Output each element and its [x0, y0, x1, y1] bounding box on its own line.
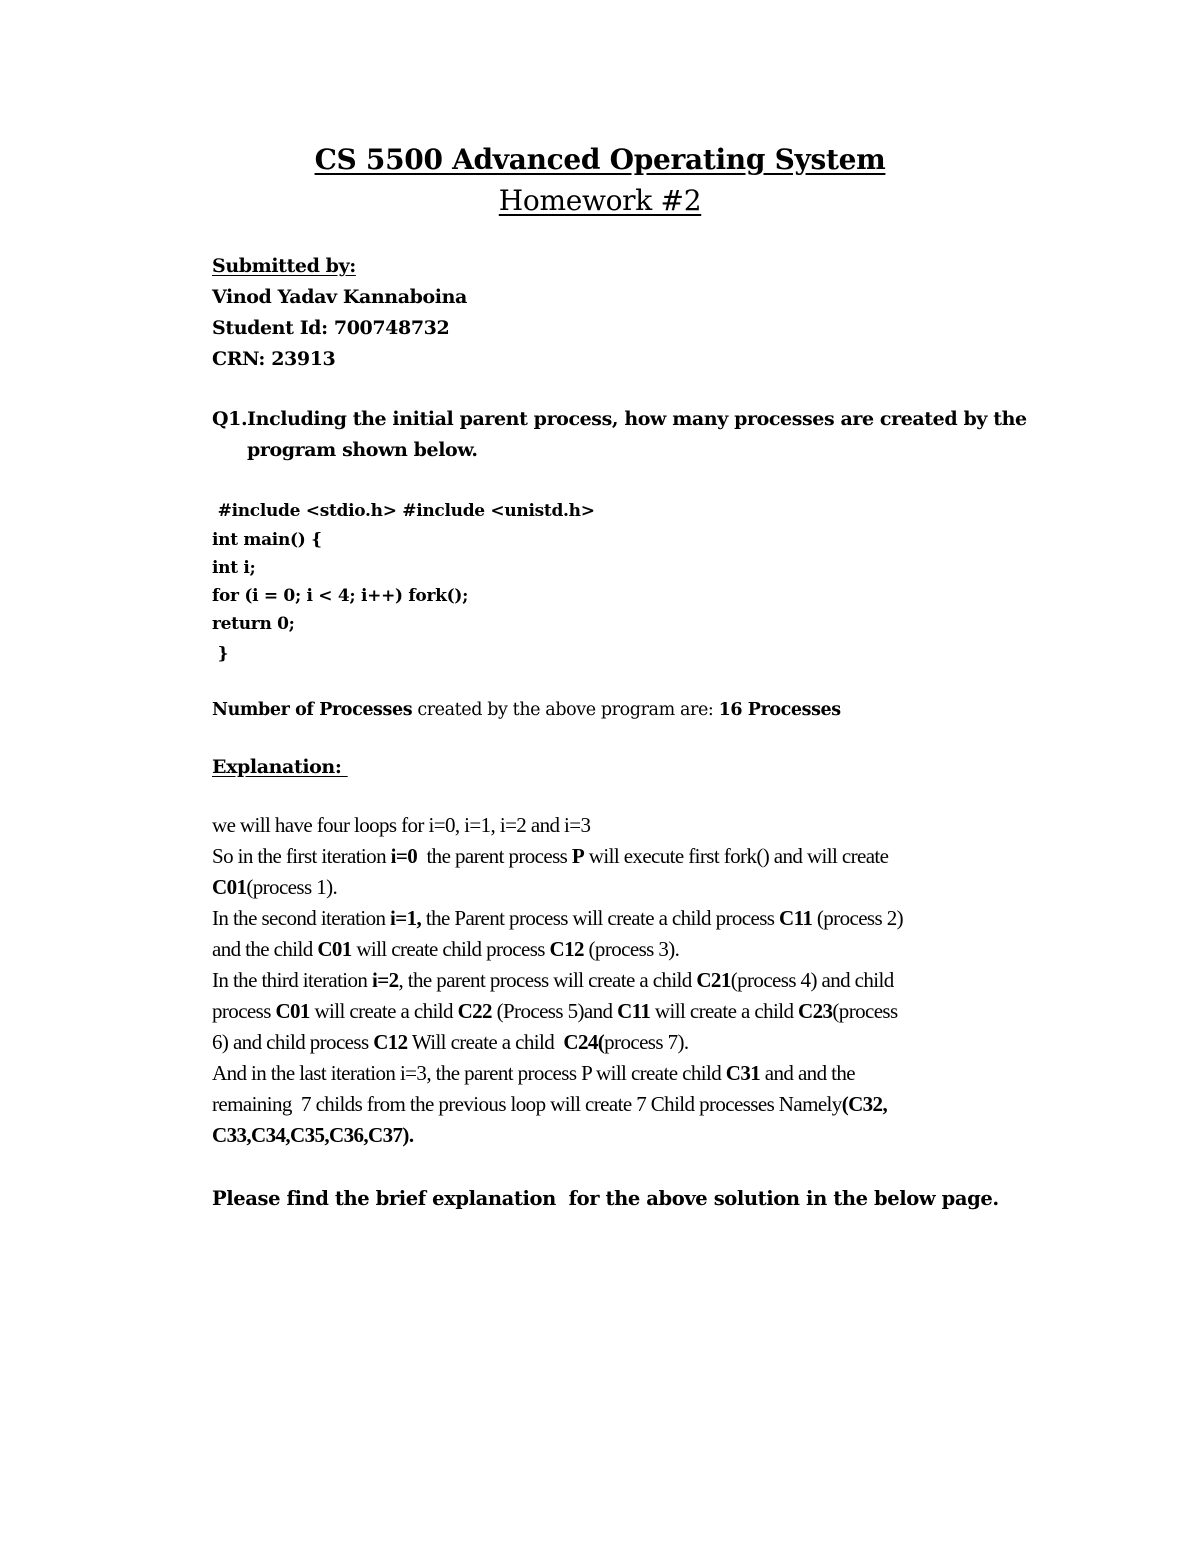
closing-note: Please find the brief explanation for the above solution in the below page.: [212, 1187, 999, 1210]
explanation-line: C01(process 1).: [212, 875, 338, 899]
document-subtitle: Homework #2: [498, 184, 702, 217]
answer-line: [212, 700, 841, 720]
code-line: int main() {: [212, 530, 322, 550]
code-line: }: [212, 644, 229, 664]
document-title: CS 5500 Advanced Operating System: [314, 143, 886, 176]
explanation-line: In the second iteration i=1, the Parent process will create a child process C11 (process 2): [212, 906, 904, 930]
code-line: for (i = 0; i < 4; i++) fork();: [212, 586, 469, 606]
student-name: Vinod Yadav Kannaboina: [212, 286, 467, 308]
explanation-line: 6) and child process C12 Will create a child C24(process 7).: [212, 1030, 689, 1054]
code-line: return 0;: [212, 614, 295, 634]
code-line: int i;: [212, 558, 256, 578]
explanation-heading: Explanation:: [212, 756, 348, 778]
code-line: #include <stdio.h> #include <unistd.h>: [212, 501, 595, 521]
answer-label: Number of Processes: [212, 700, 413, 720]
question-line-1: Q1.Including the initial parent process, how many processes are created by the: [212, 408, 1027, 430]
crn: CRN: 23913: [212, 348, 336, 370]
explanation-line: process C01 will create a child C22 (Process 5)and C11 will create a child C23(process: [212, 999, 898, 1023]
submitted-by-label: Submitted by:: [212, 255, 356, 277]
explanation-line: And in the last iteration i=3, the parent process P will create child C31 and and the: [212, 1061, 855, 1085]
explanation-line: C33,C34,C35,C36,C37).: [212, 1123, 414, 1147]
question-line-2: program shown below.: [247, 439, 478, 461]
answer-value: 16 Processes: [718, 700, 841, 720]
explanation-line: and the child C01 will create child process C12 (process 3).: [212, 937, 680, 961]
student-id: Student Id: 700748732: [212, 317, 450, 339]
explanation-line: In the third iteration i=2, the parent process will create a child C21(process 4) and child: [212, 968, 894, 992]
explanation-line: remaining 7 childs from the previous loop will create 7 Child processes Namely(C32,: [212, 1092, 888, 1116]
answer-text: created by the above program are:: [412, 700, 719, 720]
explanation-line: So in the first iteration i=0 the parent process P will execute first fork() and will create: [212, 844, 889, 868]
explanation-line: we will have four loops for i=0, i=1, i=2 and i=3: [212, 813, 591, 837]
